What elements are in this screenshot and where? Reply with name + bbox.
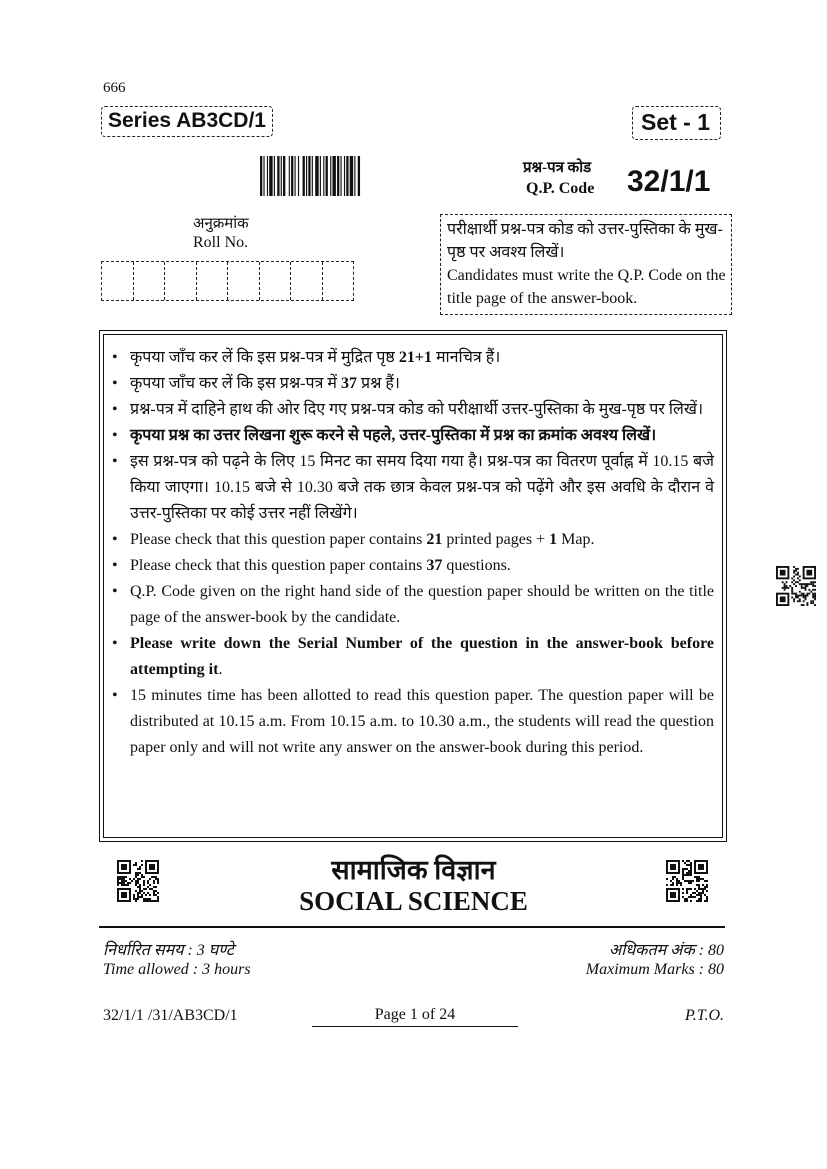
roll-digit-box[interactable] xyxy=(165,262,197,300)
series-box: Series AB3CD/1 xyxy=(101,106,273,137)
roll-digit-box[interactable] xyxy=(102,262,134,300)
instruction-item: • कृपया प्रश्न का उत्तर लिखना शुरू करने से पहले, उत्तर-पुस्तिका में प्रश्न का क्रमांक अवश्य लिखें। xyxy=(110,423,714,449)
qp-code-value: 32/1/1 xyxy=(627,165,711,198)
barcode-image xyxy=(260,156,394,196)
roll-digit-box[interactable] xyxy=(197,262,229,300)
candidate-note-box xyxy=(440,214,732,315)
subject-title: SOCIAL SCIENCE xyxy=(299,886,528,916)
candidate-note-english: Candidates must write the Q.P. Code on the title page of the answer-book. xyxy=(447,267,726,307)
roll-digit-box[interactable] xyxy=(134,262,166,300)
qp-code-label: Q.P. Code xyxy=(526,180,595,197)
roll-digit-box[interactable] xyxy=(323,262,354,300)
time-allowed-hindi: निर्धारित समय : 3 घण्टे xyxy=(103,942,234,959)
roll-label-hindi: अनुक्रमांक xyxy=(193,216,249,232)
instruction-item: • Please check that this question paper contains 37 questions. xyxy=(110,553,714,579)
max-marks-hindi: अधिकतम अंक : 80 xyxy=(608,942,724,959)
footer-code: 32/1/1 /31/AB3CD/1 xyxy=(103,1007,238,1024)
subject-title-hindi: सामाजिक विज्ञान xyxy=(331,855,496,885)
roll-label: Roll No. xyxy=(193,234,249,251)
instruction-item: • कृपया जाँच कर लें कि इस प्रश्न-पत्र में मुद्रित पृष्ठ 21+1 मानचित्र हैं। xyxy=(110,345,714,371)
pto-label: P.T.O. xyxy=(685,1007,724,1024)
set-box: Set - 1 xyxy=(632,106,721,140)
divider xyxy=(99,926,725,928)
roll-number-boxes[interactable] xyxy=(101,261,354,301)
paper-number: 666 xyxy=(103,80,126,96)
candidate-note-hindi: परीक्षार्थी प्रश्न-पत्र कोड को उत्तर-पुस्तिका के मुख-पृष्ठ पर अवश्य लिखें। xyxy=(447,221,723,261)
page-number: Page 1 of 24 xyxy=(312,1006,518,1027)
instructions-box xyxy=(99,330,727,842)
qr-code-icon xyxy=(776,566,816,606)
instructions-list xyxy=(110,345,714,761)
instruction-item: • Please write down the Serial Number of the question in the answer-book before attempting it. xyxy=(110,631,714,683)
roll-digit-box[interactable] xyxy=(228,262,260,300)
qp-code-label-hindi: प्रश्न-पत्र कोड xyxy=(523,160,592,176)
time-allowed: Time allowed : 3 hours xyxy=(103,961,251,978)
instruction-item: • Please check that this question paper contains 21 printed pages + 1 Map. xyxy=(110,527,714,553)
instruction-item: • इस प्रश्न-पत्र को पढ़ने के लिए 15 मिनट का समय दिया गया है। प्रश्न-पत्र का वितरण पूर्वाह्न में 10.15 बजे किया जाएगा। 10.15 बजे से 10.30 बजे तक छात्र केवल प्रश्न-पत्र को पढ़ेंगे और इस अवधि के दौरान वे उत्तर-पुस्तिका पर कोई उत्तर नहीं लिखेंगे। xyxy=(110,449,714,527)
instruction-item: • कृपया जाँच कर लें कि इस प्रश्न-पत्र में 37 प्रश्न हैं। xyxy=(110,371,714,397)
instruction-item: • Q.P. Code given on the right hand side of the question paper should be written on the title page of the answer-book by the candidate. xyxy=(110,579,714,631)
instruction-item: • प्रश्न-पत्र में दाहिने हाथ की ओर दिए गए प्रश्न-पत्र कोड को परीक्षार्थी उत्तर-पुस्तिका के मुख-पृष्ठ पर लिखें। xyxy=(110,397,714,423)
instruction-item: • 15 minutes time has been allotted to read this question paper. The question paper will be distributed at 10.15 a.m. From 10.15 a.m. to 10.30 a.m., the students will read the question paper only and will not write any answer on the answer-book during this period. xyxy=(110,683,714,761)
roll-digit-box[interactable] xyxy=(291,262,323,300)
roll-digit-box[interactable] xyxy=(260,262,292,300)
max-marks: Maximum Marks : 80 xyxy=(585,961,724,978)
